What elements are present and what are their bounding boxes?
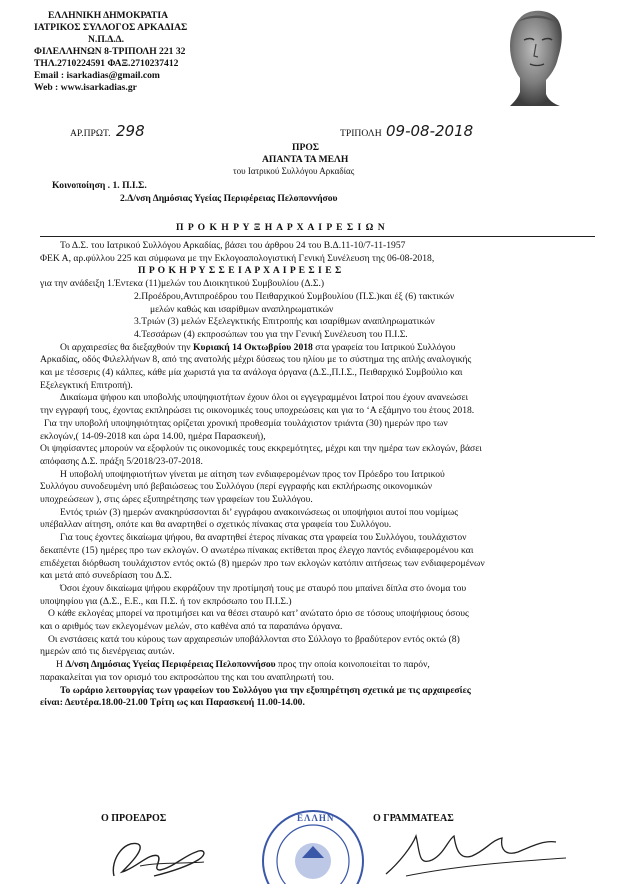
- letterhead-line: ΦΙΛΕΛΛΗΝΩΝ 8-ΤΡΙΠΟΛΗ 221 32: [34, 46, 186, 57]
- body-line: Η Δ/νση Δημόσιας Υγείας Περιφέρειας Πελοποννήσου προς την οποία κοινοποιείται το παρόν,: [56, 659, 430, 671]
- recipient-of: του Ιατρικού Συλλόγου Αρκαδίας: [233, 166, 355, 176]
- president-label: Ο ΠΡΟΕΔΡΟΣ: [101, 813, 167, 824]
- body-line: Οι ενστάσεις κατά του κύρους των αρχαιρεσιών υποβάλλονται στο Σύλλογο το βραδύτερον εντός οκτώ (8): [48, 633, 460, 645]
- statue-head-icon: [500, 6, 568, 108]
- letterhead-email: Email : isarkadias@gmail.com: [34, 70, 160, 81]
- body-line: ημερών από τις διενέργειας αυτών.: [40, 646, 175, 658]
- body-line: Ο κάθε εκλογέας μπορεί να προτιμήσει και να θέσει σταυρό κατ’ ανώτατο όριο σε τόσους υποψήφιους όσους: [48, 608, 469, 620]
- recipient-members: ΑΠΑΝΤΑ ΤΑ ΜΕΛΗ: [262, 154, 349, 165]
- body-line: υπέβαλλαν αίτηση, οπότε και θα αναρτηθεί ο σχετικός πίνακας στα γραφεία του Συλλόγου.: [40, 519, 392, 531]
- body-line: παρακαλείται για τον ορισμό του εκπροσώπου της και του αναπληρωτή του.: [40, 671, 334, 683]
- body-line: επιδέχεται διόρθωση τουλάχιστον εντός οκτώ (8) ημερών προ των εκλογών κατόπιν αιτήσεως των ενδιαφερομένων: [40, 557, 485, 569]
- body-line: Για την υποβολή υποψηφιότητας ορίζεται χρονική προθεσμία τουλάχιστον τριάντα (30) ημερών προ των: [44, 417, 448, 429]
- president-signature-icon: [100, 826, 220, 884]
- document-title: Π Ρ Ο Κ Η Ρ Υ Ξ Η Α Ρ Χ Α Ι Ρ Ε Σ Ι Ω Ν: [176, 222, 386, 233]
- cc-line-2: 2.Δ/νση Δημόσιας Υγείας Περιφέρειας Πελοποννήσου: [120, 193, 338, 204]
- body-line: την εγγραφή τους, έχοντας εκπληρώσει τις οικονομικές τους υποχρεώσεις και για το ‘Α εξάμηνο του έτους 2018.: [40, 405, 475, 417]
- body-line: Το Δ.Σ. του Ιατρικού Συλλόγου Αρκαδίας, βάσει του άρθρου 24 του Β.Δ.11-10/7-11-1957: [60, 240, 406, 251]
- body-line: 3.Τριών (3) μελών Εξελεγκτικής Επιτροπής και ισαρίθμων αναπληρωματικών: [134, 316, 435, 328]
- letterhead-line: ΤΗΛ.2710224591 ΦΑΞ.2710237412: [34, 58, 179, 69]
- body-line: Οι αρχαιρεσίες θα διεξαχθούν την Κυριακή 14 Οκτωβρίου 2018 στα γραφεία του Ιατρικού Συλλόγου: [60, 341, 456, 353]
- body-line: Π Ρ Ο Κ Η Ρ Υ Σ Σ Ε Ι Α Ρ Χ Α Ι Ρ Ε Σ Ι Ε Σ: [138, 265, 342, 277]
- body-line: και με τέσσερις (4) κάλπες, κάθε μία χωριστά για τα ανάλογα όργανα (Δ.Σ.,Π.Ι.Σ., Πειθαρχικό Συμβούλιο και: [40, 367, 463, 378]
- city-label: ΤΡΙΠΟΛΗ: [340, 128, 382, 139]
- protocol-number: 298: [116, 122, 145, 140]
- body-line: Όσοι έχουν δικαίωμα ψήφου εκφράζουν την προτίμησή τους με σταυρό που μπαίνει δίπλα στο όνομα του: [60, 582, 467, 594]
- body-line: Αρκαδίας, οδός Φιλελλήνων 8, από της ανατολής μέχρι δύσεως του ηλίου με το σύστημα της απλής αναλογικής: [40, 354, 472, 366]
- body-emphasis: Κυριακή 14 Οκτωβρίου 2018: [193, 341, 313, 353]
- body-line: Οι ψηφίσαντες μπορούν να εξοφλούν τις οικονομικές τους εκκρεμότητες, μέχρι και την ημέρα των εκλογών, βάσει: [40, 443, 482, 455]
- protocol-label: ΑΡ.ΠΡΩΤ.: [70, 128, 111, 139]
- body-line: Δικαίωμα ψήφου και υποβολής υποψηφιοτήτων έχουν όλοι οι εγγεγραμμένοι Ιατροί που έχουν ανανεώσει: [60, 392, 469, 404]
- body-line: Η υποβολή υποψηφιοτήτων γίνεται με αίτηση των ενδιαφερομένων προς τον Πρόεδρο του Ιατρικού: [60, 468, 445, 480]
- body-line: 2.Προέδρου,Αντιπροέδρου του Πειθαρχικού Συμβουλίου (Π.Σ.)και έξ (6) τακτικών: [134, 290, 455, 302]
- letterhead-line: ΕΛΛΗΝΙΚΗ ΔΗΜΟΚΡΑΤΙΑ: [48, 10, 169, 21]
- body-line: ΦΕΚ Α, αρ.φύλλου 225 και σύμφωνα με την Εκλογοαπολογιστική Γενική Συνέλευση της 06-08-2018,: [40, 252, 435, 264]
- stamp-text: ΕΛΛΗΝ: [297, 813, 335, 823]
- body-line: Συλλόγου συνοδευμένη υπό βεβαιώσεως του Συλλόγου (περί εγγραφής και εκπλήρωσης οικονομικών: [40, 481, 433, 493]
- recipient-to: ΠΡΟΣ: [292, 142, 320, 153]
- body-line: υποχρεώσεων ), στις ώρες εξυπηρέτησης των γραφείων του Συλλόγου.: [40, 494, 313, 505]
- body-line: απόφασης Δ.Σ. πράξη 5/2018/23-07-2018.: [40, 455, 203, 467]
- letterhead-line: ΙΑΤΡΙΚΟΣ ΣΥΛΛΟΓΟΣ ΑΡΚΑΔΙΑΣ: [34, 22, 188, 33]
- body-line: μελών καθώς και ισαρίθμων αναπληρωματικών: [150, 303, 334, 315]
- body-line: και μετά από συνεδρίαση του Δ.Σ.: [40, 570, 172, 582]
- body-emphasis: Δ/νση Δημόσιας Υγείας Περιφέρειας Πελοποννήσου: [65, 659, 276, 671]
- body-line: υποψηφίου για (Δ.Σ., Ε.Ε., και Π.Σ. ή τον εκπρόσωπο του Π.Ι.Σ.): [40, 595, 292, 607]
- body-line: δεκαπέντε (15) ημέρες προ των εκλογών. Ο ανωτέρω πίνακας εκτίθεται προς έλεγχο παντός ενδιαφερομένου και: [40, 544, 474, 556]
- secretary-label: Ο ΓΡΑΜΜΑΤΕΑΣ: [373, 813, 454, 824]
- body-line: είναι: Δευτέρα.18.00-21.00 Τρίτη ως και Παρασκευή 11.00-14.00.: [40, 697, 305, 709]
- letter-date: 09-08-2018: [386, 122, 474, 140]
- title-rule: [40, 236, 595, 237]
- letterhead-web: Web : www.isarkadias.gr: [34, 82, 137, 93]
- body-line: εκλογών,( 14-09-2018 και ώρα 14.00, ημέρα Παρασκευή),: [40, 430, 266, 442]
- letterhead-line: Ν.Π.Δ.Δ.: [88, 34, 125, 45]
- body-line: Εξελεγκτική Επιτροπή).: [40, 379, 133, 391]
- body-line: Για τους έχοντες δικαίωμα ψήφου, θα αναρτηθεί έτερος πίνακας στα γραφεία του Συλλόγου, τουλάχιστον: [60, 532, 467, 544]
- body-line: 4.Τεσσάρων (4) εκπροσώπων του για την Γενική Συνέλευση του Π.Ι.Σ.: [134, 328, 408, 340]
- body-line: Το ωράριο λειτουργίας των γραφείων του Συλλόγου για την εξυπηρέτηση σχετικά με τις αρχαιρεσίες: [60, 684, 471, 696]
- secretary-signature-icon: [376, 826, 576, 884]
- body-line: Εντός τριών (3) ημερών ανακηρύσσονται δι’ εγγράφου ανακοινώσεως οι υποψήφιοι αυτοί που νομίμως: [60, 506, 458, 518]
- body-line: και ο αριθμός των εκλεγομένων μελών, στο καθένα από τα παραπάνω όργανα.: [40, 621, 343, 632]
- body-line: για την ανάδειξη 1.Έντεκα (11)μελών του Διοικητικού Συμβουλίου (Δ.Σ.): [40, 278, 325, 290]
- cc-line-1: Κοινοποίηση . 1. Π.Ι.Σ.: [52, 180, 147, 191]
